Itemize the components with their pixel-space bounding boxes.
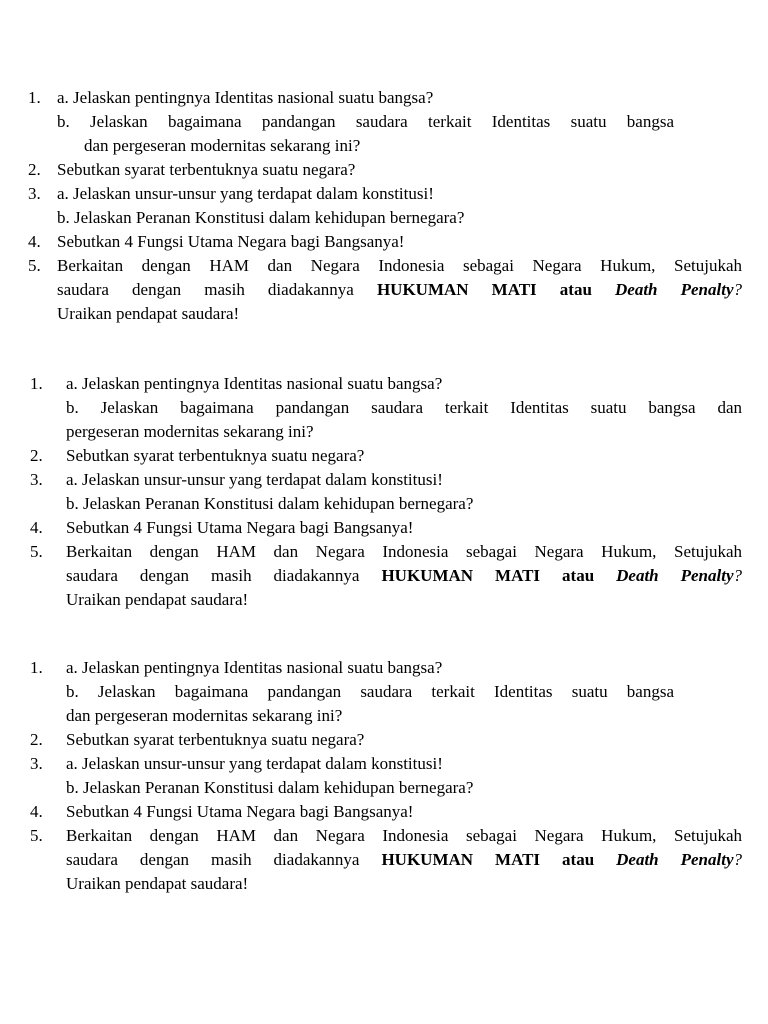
q5-number: 5.: [30, 826, 43, 845]
q2-text: Sebutkan syarat terbentuknya suatu negara?: [57, 160, 356, 179]
q5-text-line3: Uraikan pendapat saudara!: [57, 304, 240, 323]
q3-number: 3.: [28, 184, 41, 203]
q1-number: 1.: [28, 88, 41, 107]
q5-text-italic: Death Penalty: [616, 566, 734, 585]
q5-question-mark: ?: [733, 850, 742, 869]
q3a-text: a. Jelaskan unsur-unsur yang terdapat dalam konstitusi!: [57, 184, 434, 203]
q1b-text-line1: b. Jelaskan bagaimana pandangan saudara terkait Identitas suatu bangsa dan: [66, 398, 742, 417]
q3b-text: b. Jelaskan Peranan Konstitusi dalam kehidupan bernegara?: [66, 778, 474, 797]
q5-text-italic: Death Penalty: [615, 280, 734, 299]
q5-number: 5.: [28, 256, 41, 275]
q5-text-bold: HUKUMAN MATI atau: [376, 280, 592, 299]
q5-text-plain: saudara dengan masih diadakannya: [57, 280, 354, 299]
q3a-text: a. Jelaskan unsur-unsur yang terdapat dalam konstitusi!: [66, 470, 443, 489]
q1b-text-line1: b. Jelaskan bagaimana pandangan saudara terkait Identitas suatu bangsa: [66, 682, 674, 701]
q1b-text-line2: pergeseran modernitas sekarang ini?: [66, 422, 314, 441]
q3-number: 3.: [30, 754, 43, 773]
q2-text: Sebutkan syarat terbentuknya suatu negara?: [66, 446, 365, 465]
q5-text-italic: Death Penalty: [616, 850, 734, 869]
q4-number: 4.: [28, 232, 41, 251]
q5-text-plain: saudara dengan masih diadakannya: [66, 566, 360, 585]
q1-number: 1.: [30, 658, 43, 677]
q5-text-line3: Uraikan pendapat saudara!: [66, 590, 249, 609]
q1b-text-line2: dan pergeseran modernitas sekarang ini?: [84, 136, 361, 155]
q4-text: Sebutkan 4 Fungsi Utama Negara bagi Bangsanya!: [57, 232, 405, 251]
q4-text: Sebutkan 4 Fungsi Utama Negara bagi Bangsanya!: [66, 518, 414, 537]
q4-number: 4.: [30, 518, 43, 537]
q3a-text: a. Jelaskan unsur-unsur yang terdapat dalam konstitusi!: [66, 754, 443, 773]
q2-number: 2.: [28, 160, 41, 179]
q2-text: Sebutkan syarat terbentuknya suatu negara?: [66, 730, 365, 749]
q5-text-line2: [66, 564, 742, 588]
q5-text-bold: HUKUMAN MATI atau: [381, 566, 595, 585]
question-block-3: [0, 656, 768, 906]
q1a-text: a. Jelaskan pentingnya Identitas nasional suatu bangsa?: [66, 374, 443, 393]
q5-question-mark: ?: [733, 280, 742, 299]
question-block-2: [0, 372, 768, 622]
q5-text-line1: Berkaitan dengan HAM dan Negara Indonesia sebagai Negara Hukum, Setujukah: [66, 542, 742, 561]
q5-text-line3: Uraikan pendapat saudara!: [66, 874, 249, 893]
q5-text-line2: [57, 278, 742, 302]
question-block-1: [0, 86, 768, 336]
q1b-text-line1: b. Jelaskan bagaimana pandangan saudara terkait Identitas suatu bangsa: [57, 112, 674, 131]
q3b-text: b. Jelaskan Peranan Konstitusi dalam kehidupan bernegara?: [66, 494, 474, 513]
q3-number: 3.: [30, 470, 43, 489]
q1a-text: a. Jelaskan pentingnya Identitas nasional suatu bangsa?: [66, 658, 443, 677]
q5-text-line1: Berkaitan dengan HAM dan Negara Indonesia sebagai Negara Hukum, Setujukah: [57, 256, 742, 275]
q3b-text: b. Jelaskan Peranan Konstitusi dalam kehidupan bernegara?: [57, 208, 465, 227]
q5-question-mark: ?: [733, 566, 742, 585]
q4-number: 4.: [30, 802, 43, 821]
q5-number: 5.: [30, 542, 43, 561]
q2-number: 2.: [30, 730, 43, 749]
q1-number: 1.: [30, 374, 43, 393]
q2-number: 2.: [30, 446, 43, 465]
q5-text-line1: Berkaitan dengan HAM dan Negara Indonesia sebagai Negara Hukum, Setujukah: [66, 826, 742, 845]
q4-text: Sebutkan 4 Fungsi Utama Negara bagi Bangsanya!: [66, 802, 414, 821]
q5-text-plain: saudara dengan masih diadakannya: [66, 850, 360, 869]
q1a-text: a. Jelaskan pentingnya Identitas nasional suatu bangsa?: [57, 88, 434, 107]
q5-text-line2: [66, 848, 742, 872]
q1b-text-line2: dan pergeseran modernitas sekarang ini?: [66, 706, 343, 725]
q5-text-bold: HUKUMAN MATI atau: [381, 850, 595, 869]
